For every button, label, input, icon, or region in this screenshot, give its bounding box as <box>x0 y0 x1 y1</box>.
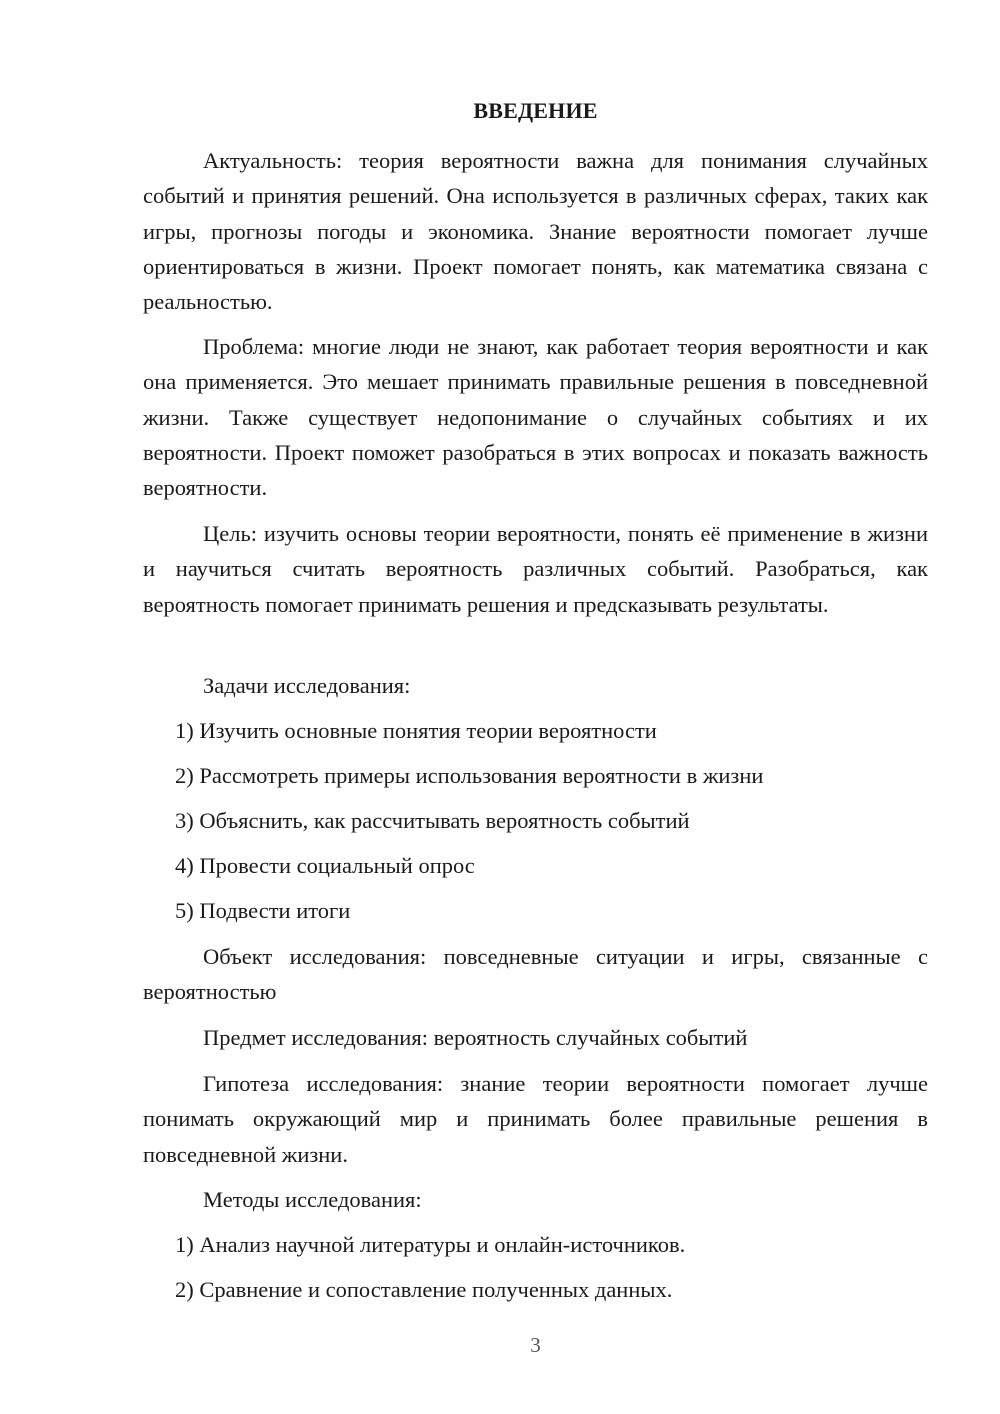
subject-paragraph: Предмет исследования: вероятность случайных событий <box>203 1025 748 1050</box>
task-item: 1) Изучить основные понятия теории вероятности <box>175 718 657 743</box>
task-item: 5) Подвести итоги <box>175 898 351 923</box>
problem-paragraph: Проблема: многие люди не знают, как работает теория вероятности и как она применяется. Это мешает принимать правильные решения в повседневной жизни. Также существует недопонимание о случайных событиях и их вероятности. Проект поможет разобраться в этих вопросах и показать важность вероятности. <box>143 334 928 501</box>
task-item: 2) Рассмотреть примеры использования вероятности в жизни <box>175 763 764 788</box>
methods-heading: Методы исследования: <box>203 1187 422 1212</box>
page-title: ВВЕДЕНИЕ <box>473 98 598 123</box>
relevance-paragraph: Актуальность: теория вероятности важна для понимания случайных событий и принятия решений. Она используется в различных сферах, таких как игры, прогнозы погоды и экономика. Знание вероятности помогает лучше ориентироваться в жизни. Проект помогает понять, как математика связана с реальностью. <box>143 148 928 315</box>
document-page <box>143 0 928 1414</box>
object-paragraph: Объект исследования: повседневные ситуации и игры, связанные с вероятностью <box>143 944 928 1005</box>
task-item: 4) Провести социальный опрос <box>175 853 475 878</box>
hypothesis-paragraph: Гипотеза исследования: знание теории вероятности помогает лучше понимать окружающий мир и принимать более правильные решения в повседневной жизни. <box>143 1071 928 1167</box>
task-item: 3) Объяснить, как рассчитывать вероятность событий <box>175 808 690 833</box>
goal-paragraph: Цель: изучить основы теории вероятности, понять её применение в жизни и научиться считать вероятность различных событий. Разобраться, как вероятность помогает принимать решения и предсказывать результаты. <box>143 521 928 617</box>
page-number: 3 <box>530 1333 541 1357</box>
method-item: 2) Сравнение и сопоставление полученных данных. <box>175 1277 673 1302</box>
tasks-heading: Задачи исследования: <box>203 673 411 698</box>
method-item: 1) Анализ научной литературы и онлайн-источников. <box>175 1232 686 1257</box>
